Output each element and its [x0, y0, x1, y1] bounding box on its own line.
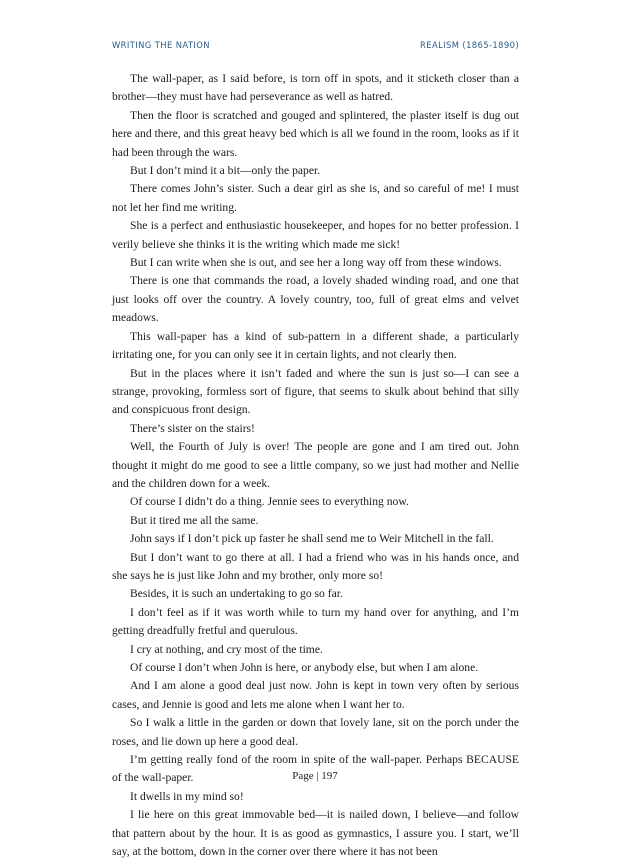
paragraph: Of course I don’t when John is here, or anybody else, but when I am alone.: [130, 661, 479, 674]
paragraph: The wall-paper, as I said before, is torn off in spots, and it sticketh closer than a brother—they must have had perseverance as well as hatred.: [112, 72, 519, 104]
running-header-left: WRITING THE NATION: [112, 40, 210, 50]
paragraph: This wall-paper has a kind of sub-pattern in a different shade, a particularly irritating one, for you can only see it in certain lights, and not clearly then.: [112, 329, 519, 362]
paragraph: John says if I don’t pick up faster he shall send me to Weir Mitchell in the fall.: [130, 532, 494, 546]
paragraph: Of course I didn’t do a thing. Jennie sees to everything now.: [130, 495, 409, 509]
paragraph: But I don’t mind it a bit—only the paper.: [130, 164, 321, 178]
paragraph: I don’t feel as if it was worth while to turn my hand over for anything, and I’m getting dreadfully fretful and querulous.: [112, 605, 519, 638]
paragraph: There comes John’s sister. Such a dear girl as she is, and so careful of me! I must not let her find me writing.: [112, 182, 519, 214]
paragraph: So I walk a little in the garden or down that lovely lane, sit on the porch under the roses, and lie down up here a good deal.: [112, 716, 519, 748]
paragraph: Besides, it is such an undertaking to go so far.: [130, 587, 343, 601]
paragraph: It dwells in my mind so!: [130, 789, 244, 803]
page-label: Page: [292, 770, 314, 782]
paragraph: Then the floor is scratched and gouged and splintered, the plaster itself is dug out here and there, and this great heavy bed which is all we found in the room, looks as if it had been through the wars.: [112, 108, 519, 159]
paragraph: And I am alone a good deal just now. John is kept in town very often by serious cases, and Jennie is good and lets me alone when I want her to.: [112, 679, 519, 711]
paragraph: There is one that commands the road, a lovely shaded winding road, and one that just looks off over the country. A lovely country, too, full of great elms and velvet meadows.: [112, 274, 519, 325]
paragraph: She is a perfect and enthusiastic housekeeper, and hopes for no better profession. I verily believe she thinks it is the writing which made me sick!: [112, 219, 519, 251]
paragraph: I’m getting really fond of the room in spite of the wall-paper. Perhaps BECAUSE of the wall-paper.: [112, 753, 519, 785]
page-number: [0, 770, 630, 782]
paragraph: But I don’t want to go there at all. I had a friend who was in his hands once, and she says he is just like John and my brother, only more so!: [112, 550, 519, 582]
page-separator: |: [316, 770, 319, 782]
paragraph: There’s sister on the stairs!: [130, 421, 255, 435]
paragraph: I cry at nothing, and cry most of the time.: [130, 642, 323, 656]
running-header: [112, 40, 519, 50]
paragraph: But in the places where it isn’t faded and where the sun is just so—I can see a strange, provoking, formless sort of figure, that seems to skulk about behind that silly and conspicuous front design.: [112, 366, 519, 417]
page-number-value: 197: [321, 770, 338, 782]
running-header-right: REALISM (1865-1890): [420, 40, 519, 50]
paragraph: I lie here on this great immovable bed—it is nailed down, I believe—and follow that pattern about by the hour. It is as good as gymnastics, I assure you. I start, we’ll say, at the bottom, down in the corner over there where it has not been: [112, 808, 519, 859]
body-text: [112, 70, 519, 861]
paragraph: But it tired me all the same.: [130, 513, 259, 527]
paragraph: Well, the Fourth of July is over! The people are gone and I am tired out. John thought it might do me good to see a little company, so we just had mother and Nellie and the children down for a week.: [112, 440, 519, 490]
paragraph: But I can write when she is out, and see her a long way off from these windows.: [130, 256, 502, 270]
